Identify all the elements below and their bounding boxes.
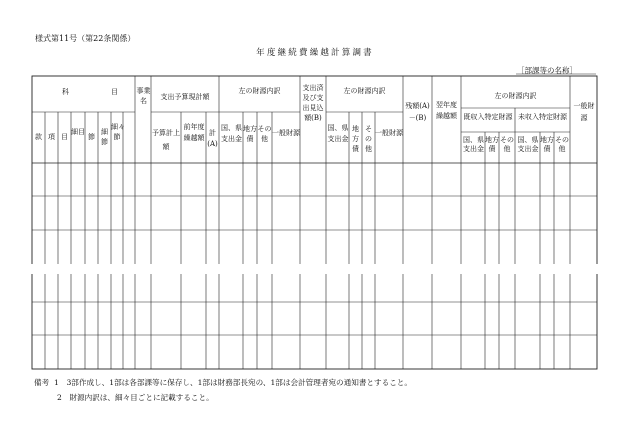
balance-header: 残額(A)－(B) (405, 102, 430, 122)
form-number: 様式第11号（第22条関係） (35, 34, 136, 43)
department-name-label: ［部課等の名称］ (517, 66, 577, 75)
col-kou: 項 (48, 133, 55, 141)
fund-breakdown-a-header: 左の財源内訳 (238, 87, 281, 95)
col-b-general: 一般財源 (375, 129, 403, 137)
col-a-national: 国、県支出金 (221, 124, 242, 143)
page-break-gap (0, 264, 630, 274)
col-b-local-bond: 地方債 (352, 125, 359, 153)
general-fund-header: 一般財源 (573, 102, 595, 122)
col-a-other: その他 (257, 125, 272, 143)
fund-breakdown-c-header: 左の財源内訳 (494, 92, 537, 100)
next-year-carryover-header: 翌年度繰越額 (436, 101, 457, 120)
note-item-1: 1 3部作成し、1部は各部課等に保存し、1部は財務部長宛の、1部は会計管理者宛の通知書とすること。 (54, 378, 412, 387)
expected-expenditure-header: 支出済及び支出見込額(B) (302, 84, 324, 122)
col-saisetsu: 細節 (101, 128, 108, 146)
unsecured-specific-header: 未収入特定財源 (518, 113, 567, 121)
business-name-header: 事業名 (136, 87, 151, 105)
col-c-national: 国、県支出金 (463, 136, 484, 153)
col-a-general: 一般財源 (272, 129, 300, 137)
col-setsu: 節 (88, 133, 95, 141)
subject-header: 科 目 (62, 88, 118, 96)
col-b-national: 国、県支出金 (327, 124, 349, 143)
col-c-local-bond: 地方債 (485, 136, 499, 153)
col-d-other: その他 (555, 136, 569, 153)
notes-label: 備考 (34, 378, 50, 387)
col-saimoku: 細目 (71, 128, 85, 136)
col-c-other: その他 (500, 136, 514, 153)
secured-specific-header: 既収入特定財源 (463, 113, 513, 121)
col-moku: 目 (61, 133, 68, 141)
note-item-2: 2 財源内訳は、細々目ごとに記載すること。 (57, 393, 214, 402)
col-d-national: 国、県支出金 (517, 136, 539, 153)
document-title: 年度継続費繰越計算調書 (256, 48, 374, 58)
col-total-a: 計(A) (207, 129, 218, 148)
col-saisaisetsu: 細々節 (111, 123, 125, 141)
col-b-other: その他 (365, 125, 372, 153)
col-prev-carryover: 前年度繰越額 (183, 123, 205, 142)
budget-header: 支出予算現計額 (160, 93, 210, 101)
col-budget-amount: 予算計上額 (152, 129, 180, 151)
fund-breakdown-b-header: 左の財源内訳 (343, 87, 386, 95)
col-kan: 款 (35, 133, 42, 141)
col-d-local-bond: 地方債 (540, 136, 554, 153)
note-line-1 (34, 378, 412, 387)
col-a-local-bond: 地方債 (243, 125, 257, 143)
